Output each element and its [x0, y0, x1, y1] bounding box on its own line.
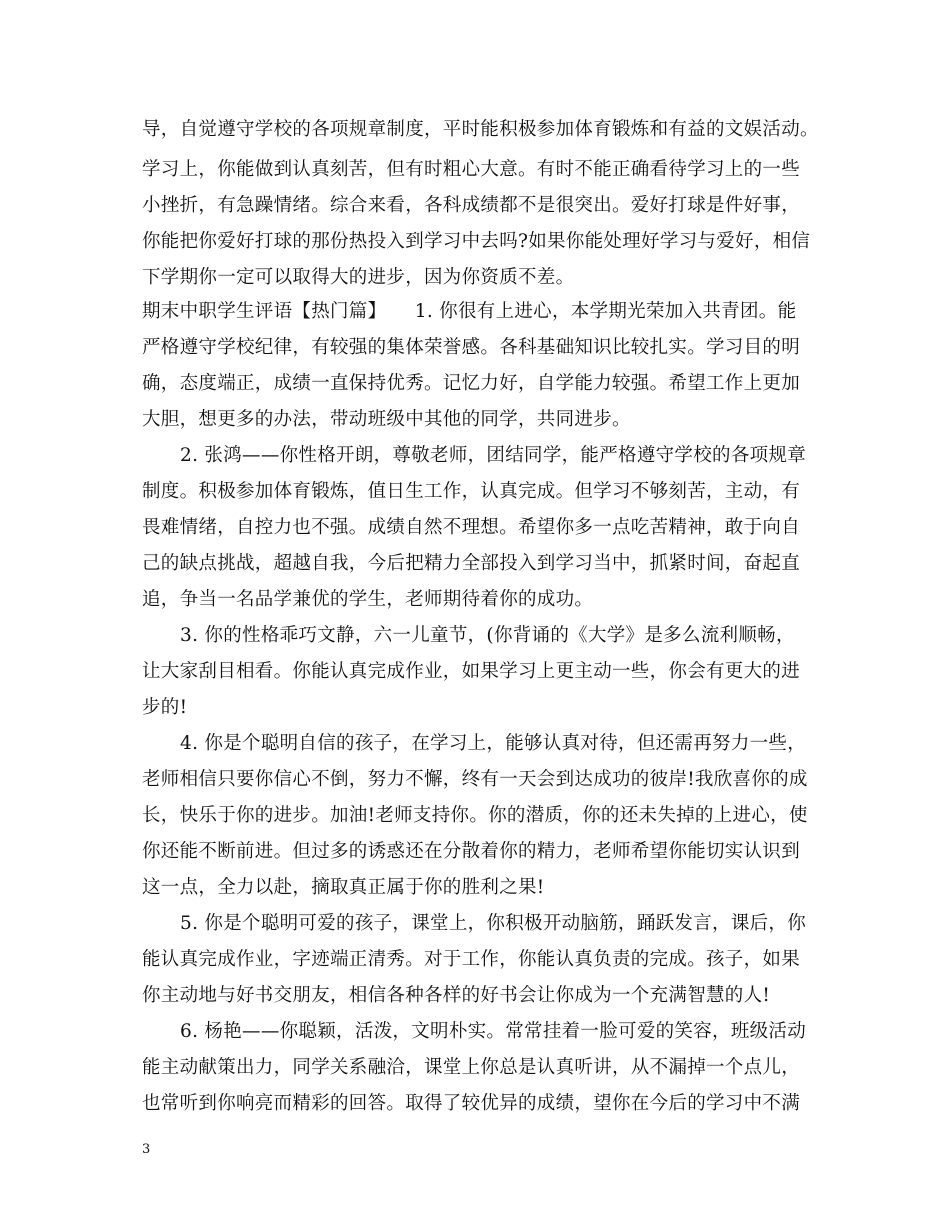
text-line: 你主动地与好书交朋友，相信各种各样的好书会让你成为一个充满智慧的人!	[142, 985, 771, 1006]
paragraph-start-line: 3. 你的性格乖巧文静，六一儿童节，(你背诵的《大学》是多么流利顺畅，	[180, 625, 795, 646]
text-line: 也常听到你响亮而精彩的回答。取得了较优异的成绩，望你在今后的学习中不满	[142, 1093, 801, 1114]
paragraph-start-line: 2. 张鸿——你性格开朗，尊敬老师，团结同学，能严格遵守学校的各项规章	[180, 445, 807, 466]
text-line: 严格遵守学校纪律，有较强的集体荣誉感。各科基础知识比较扎实。学习目的明	[142, 337, 801, 358]
text-line: 学习上，你能做到认真刻苦，但有时粗心大意。有时不能正确看待学习上的一些	[142, 159, 801, 180]
text-line: 你还能不断前进。但过多的诱惑还在分散着你的精力，老师希望你能切实认识到	[142, 841, 801, 862]
page-number: 3	[142, 1142, 151, 1157]
text-line: 畏难情绪，自控力也不强。成绩自然不理想。希望你多一点吃苦精神，敢于向自	[142, 517, 801, 538]
paragraph-start-line: 6. 杨艳——你聪颖，活泼，文明朴实。常常挂着一脸可爱的笑容，班级活动	[180, 1021, 807, 1042]
text-line: 老师相信只要你信心不倒，努力不懈，终有一天会到达成功的彼岸!我欣喜你的成	[142, 769, 808, 790]
text-line: 追，争当一名品学兼优的学生，老师期待着你的成功。	[142, 589, 594, 610]
text-line: 让大家刮目相看。你能认真完成作业，如果学习上更主动一些，你会有更大的进	[142, 661, 801, 682]
text-line: 确，态度端正，成绩一直保持优秀。记忆力好，自学能力较强。希望工作上更加	[142, 373, 801, 394]
text-line: 能认真完成作业，字迹端正清秀。对于工作，你能认真负责的完成。孩子，如果	[142, 949, 801, 970]
text-line: 己的缺点挑战，超越自我，今后把精力全部投入到学习当中，抓紧时间，奋起直	[142, 553, 801, 574]
text-line: 长，快乐于你的进步。加油!老师支持你。你的潜质，你的还未失掉的上进心，使	[142, 805, 808, 826]
text-line: 导，自觉遵守学校的各项规章制度，平时能积极参加体育锻炼和有益的文娱活动。	[142, 119, 819, 140]
paragraph-start-line: 5. 你是个聪明可爱的孩子，课堂上，你积极开动脑筋，踊跃发言，课后，你	[180, 913, 807, 934]
text-line: 下学期你一定可以取得大的进步，因为你资质不差。	[142, 267, 575, 288]
text-line: 你能把你爱好打球的那份热投入到学习中去吗?如果你能处理好学习与爱好，相信	[142, 231, 811, 252]
text-line: 制度。积极参加体育锻炼，值日生工作，认真完成。但学习不够刻苦，主动，有	[142, 481, 801, 502]
text-line: 这一点，全力以赴，摘取真正属于你的胜利之果!	[142, 877, 545, 898]
text-line: 能主动献策出力，同学关系融洽，课堂上你总是认真听讲，从不漏掉一个点儿，	[142, 1057, 801, 1078]
text-line: 步的!	[142, 697, 188, 718]
section-heading-line: 期末中职学生评语【热门篇】 1. 你很有上进心，本学期光荣加入共青团。能	[142, 301, 797, 322]
text-line: 大胆，想更多的办法，带动班级中其他的同学，共同进步。	[142, 409, 631, 430]
paragraph-start-line: 4. 你是个聪明自信的孩子，在学习上，能够认真对待，但还需再努力一些，	[180, 733, 807, 754]
text-line: 小挫折，有急躁情绪。综合来看，各科成绩都不是很突出。爱好打球是件好事，	[142, 195, 801, 216]
